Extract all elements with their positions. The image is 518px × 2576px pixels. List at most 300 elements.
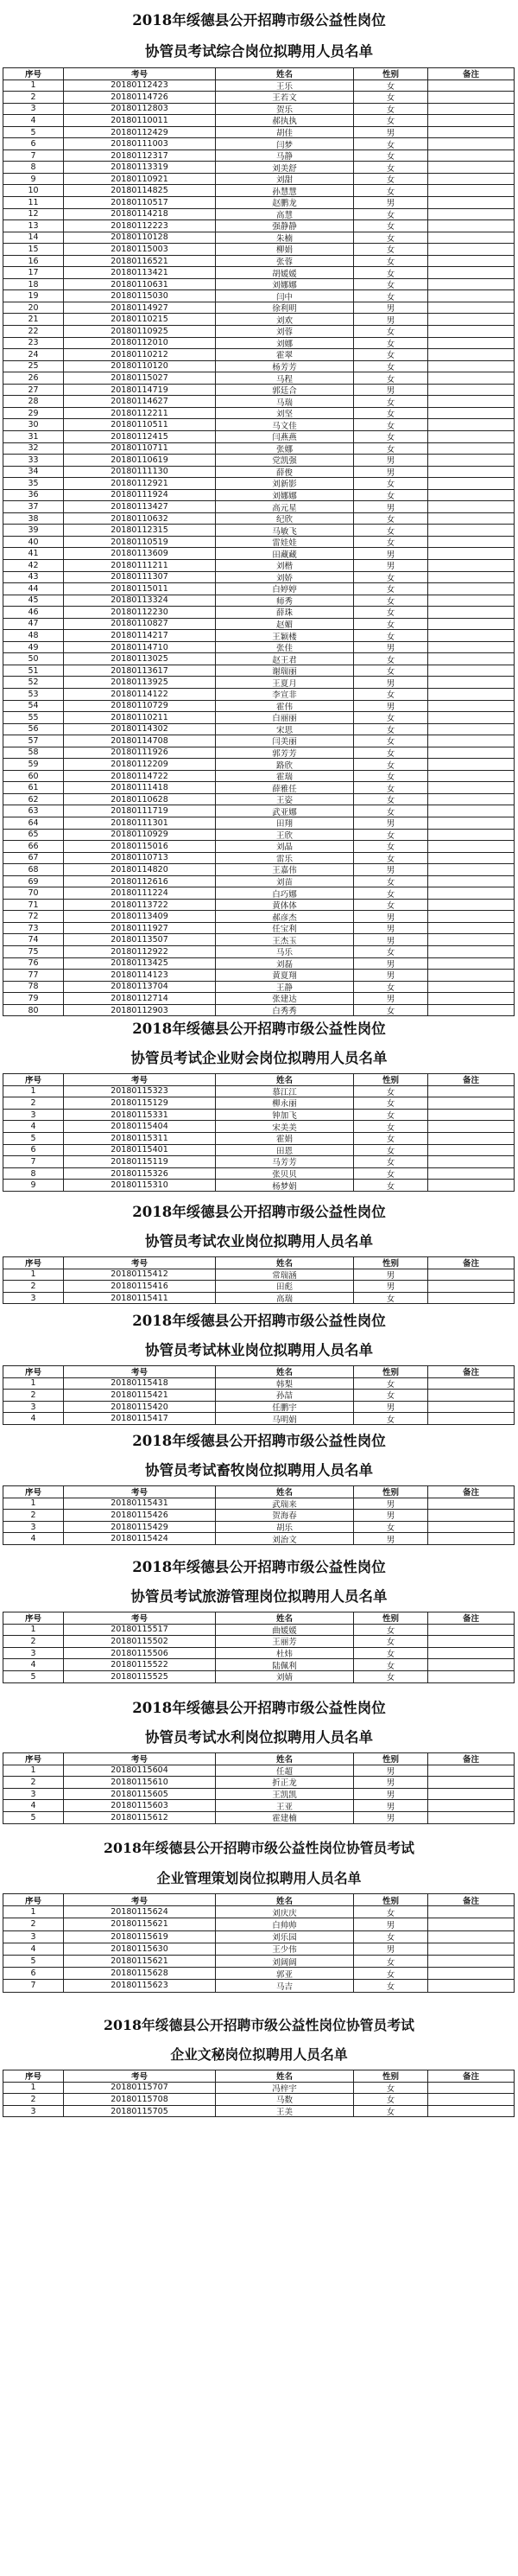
cell-exam-number: 20180115323 xyxy=(64,1086,216,1098)
cell-remark xyxy=(428,923,515,935)
table-row xyxy=(3,876,515,888)
cell-name: 刘治文 xyxy=(216,1533,354,1545)
cell-no: 57 xyxy=(3,735,64,747)
header-exam-number: 考号 xyxy=(64,1486,216,1498)
cell-no: 1 xyxy=(3,1086,64,1098)
section-title-line-1: 2018年绥德县公开招聘市级公益性岗位 xyxy=(132,1313,386,1329)
cell-name: 刘娜娜 xyxy=(216,279,354,291)
cell-no: 23 xyxy=(3,338,64,350)
roster-table xyxy=(3,1612,515,1683)
table-row xyxy=(3,1498,515,1511)
roster-table xyxy=(3,1485,515,1545)
cell-no: 8 xyxy=(3,1168,64,1180)
cell-no: 3 xyxy=(3,1110,64,1122)
section-title-line-2: 协管员考试林业岗位拟聘用人员名单 xyxy=(145,1342,373,1358)
table-row xyxy=(3,185,515,197)
cell-gender: 男 xyxy=(354,314,428,326)
cell-exam-number: 20180115705 xyxy=(64,2106,216,2118)
table-row xyxy=(3,583,515,595)
table-row xyxy=(3,817,515,830)
cell-remark xyxy=(428,127,515,139)
table-row xyxy=(3,630,515,642)
cell-name: 刘甜 xyxy=(216,174,354,186)
cell-gender: 女 xyxy=(354,583,428,595)
cell-gender: 女 xyxy=(354,326,428,338)
cell-no: 78 xyxy=(3,982,64,994)
cell-name: 刘蓉 xyxy=(216,326,354,338)
cell-remark xyxy=(428,256,515,268)
header-gender: 性别 xyxy=(354,2070,428,2083)
cell-gender: 女 xyxy=(354,525,428,537)
cell-no: 44 xyxy=(3,583,64,595)
cell-remark xyxy=(428,2094,515,2106)
cell-no: 7 xyxy=(3,1156,64,1168)
cell-name: 柳娟 xyxy=(216,244,354,256)
cell-gender: 女 xyxy=(354,1413,428,1425)
cell-gender: 男 xyxy=(354,958,428,970)
header-name: 姓名 xyxy=(216,1753,354,1765)
header-remark: 备注 xyxy=(428,68,515,80)
cell-no: 4 xyxy=(3,1121,64,1133)
cell-exam-number: 20180113722 xyxy=(64,900,216,912)
cell-exam-number: 20180110929 xyxy=(64,830,216,842)
cell-name: 马程 xyxy=(216,372,354,385)
cell-gender: 女 xyxy=(354,431,428,443)
table-row xyxy=(3,220,515,232)
cell-exam-number: 20180111927 xyxy=(64,923,216,935)
cell-exam-number: 20180114218 xyxy=(64,209,216,221)
cell-no: 3 xyxy=(3,1402,64,1414)
cell-no: 63 xyxy=(3,805,64,817)
cell-remark xyxy=(428,830,515,842)
cell-name: 王杰玉 xyxy=(216,934,354,946)
cell-gender: 女 xyxy=(354,1906,428,1918)
cell-exam-number: 20180114710 xyxy=(64,642,216,654)
cell-gender: 女 xyxy=(354,80,428,92)
cell-no: 56 xyxy=(3,724,64,736)
cell-remark xyxy=(428,864,515,876)
cell-remark xyxy=(428,946,515,958)
cell-no: 65 xyxy=(3,830,64,842)
cell-gender: 女 xyxy=(354,361,428,373)
cell-gender: 女 xyxy=(354,830,428,842)
cell-remark xyxy=(428,1378,515,1390)
cell-exam-number: 20180111924 xyxy=(64,490,216,502)
cell-exam-number: 20180112429 xyxy=(64,127,216,139)
table-row xyxy=(3,1086,515,1098)
cell-exam-number: 20180115431 xyxy=(64,1498,216,1511)
cell-gender: 男 xyxy=(354,197,428,209)
cell-no: 1 xyxy=(3,1498,64,1511)
cell-gender: 女 xyxy=(354,537,428,549)
cell-name: 刘磊 xyxy=(216,958,354,970)
cell-exam-number: 20180112209 xyxy=(64,759,216,771)
cell-exam-number: 20180113324 xyxy=(64,595,216,607)
cell-gender: 女 xyxy=(354,396,428,408)
cell-name: 王少伟 xyxy=(216,1943,354,1956)
cell-remark xyxy=(428,209,515,221)
table-row xyxy=(3,1269,515,1282)
cell-name: 韩梨 xyxy=(216,1378,354,1390)
cell-remark xyxy=(428,104,515,116)
cell-gender: 女 xyxy=(354,150,428,162)
roster-table xyxy=(3,1752,515,1824)
cell-no: 73 xyxy=(3,923,64,935)
cell-remark xyxy=(428,1533,515,1545)
cell-exam-number: 20180115522 xyxy=(64,1659,216,1671)
cell-exam-number: 20180115623 xyxy=(64,1980,216,1992)
cell-no: 64 xyxy=(3,817,64,830)
table-row xyxy=(3,900,515,912)
cell-remark xyxy=(428,1121,515,1133)
table-row xyxy=(3,560,515,572)
table-row xyxy=(3,677,515,689)
cell-no: 1 xyxy=(3,1378,64,1390)
cell-name: 郝彦杰 xyxy=(216,911,354,923)
cell-name: 田藏藏 xyxy=(216,548,354,560)
cell-exam-number: 20180115003 xyxy=(64,244,216,256)
table-row xyxy=(3,338,515,350)
cell-name: 黄夏翔 xyxy=(216,970,354,982)
cell-remark xyxy=(428,794,515,806)
cell-gender: 女 xyxy=(354,747,428,760)
cell-no: 22 xyxy=(3,326,64,338)
cell-no: 24 xyxy=(3,349,64,361)
cell-exam-number: 20180111211 xyxy=(64,560,216,572)
cell-exam-number: 20180115612 xyxy=(64,1812,216,1824)
table-row xyxy=(3,1168,515,1180)
cell-name: 刘美舒 xyxy=(216,162,354,174)
cell-name: 闫美丽 xyxy=(216,735,354,747)
cell-remark xyxy=(428,548,515,560)
cell-no: 3 xyxy=(3,1931,64,1943)
cell-remark xyxy=(428,911,515,923)
table-row xyxy=(3,138,515,150)
cell-name: 李宣非 xyxy=(216,689,354,701)
table-row xyxy=(3,1145,515,1157)
cell-no: 3 xyxy=(3,1789,64,1801)
cell-gender: 男 xyxy=(354,1777,428,1789)
cell-exam-number: 20180110619 xyxy=(64,455,216,467)
cell-remark xyxy=(428,1980,515,1992)
cell-name: 常瑞涵 xyxy=(216,1269,354,1282)
cell-remark xyxy=(428,876,515,888)
cell-name: 冯梓宇 xyxy=(216,2083,354,2095)
cell-no: 45 xyxy=(3,595,64,607)
cell-no: 2 xyxy=(3,92,64,104)
cell-remark xyxy=(428,1625,515,1637)
table-header-row xyxy=(3,1074,515,1086)
cell-no: 5 xyxy=(3,1956,64,1968)
cell-no: 5 xyxy=(3,1671,64,1683)
table-row xyxy=(3,467,515,479)
cell-remark xyxy=(428,174,515,186)
cell-exam-number: 20180110120 xyxy=(64,361,216,373)
cell-exam-number: 20180110631 xyxy=(64,279,216,291)
cell-no: 29 xyxy=(3,408,64,420)
cell-gender: 女 xyxy=(354,1086,428,1098)
cell-gender: 女 xyxy=(354,1625,428,1637)
cell-no: 27 xyxy=(3,385,64,397)
cell-no: 9 xyxy=(3,1180,64,1192)
cell-gender: 男 xyxy=(354,864,428,876)
cell-gender: 女 xyxy=(354,794,428,806)
cell-remark xyxy=(428,1906,515,1918)
cell-name: 田翔 xyxy=(216,817,354,830)
cell-no: 71 xyxy=(3,900,64,912)
cell-gender: 男 xyxy=(354,923,428,935)
cell-gender: 女 xyxy=(354,185,428,197)
table-row xyxy=(3,771,515,783)
cell-name: 张贝贝 xyxy=(216,1168,354,1180)
cell-gender: 男 xyxy=(354,1812,428,1824)
cell-name: 闫梦 xyxy=(216,138,354,150)
table-row xyxy=(3,1390,515,1402)
table-row xyxy=(3,372,515,385)
cell-remark xyxy=(428,279,515,291)
cell-gender: 女 xyxy=(354,478,428,490)
header-remark: 备注 xyxy=(428,1612,515,1625)
table-row xyxy=(3,2094,515,2106)
table-header-row xyxy=(3,1366,515,1378)
cell-remark xyxy=(428,653,515,665)
cell-name: 霍建楠 xyxy=(216,1812,354,1824)
cell-gender: 女 xyxy=(354,724,428,736)
table-row xyxy=(3,724,515,736)
cell-remark xyxy=(428,1918,515,1930)
table-header-row xyxy=(3,68,515,80)
cell-remark xyxy=(428,431,515,443)
table-row xyxy=(3,162,515,174)
cell-no: 48 xyxy=(3,630,64,642)
header-name: 姓名 xyxy=(216,2070,354,2083)
cell-no: 69 xyxy=(3,876,64,888)
header-no: 序号 xyxy=(3,68,64,80)
table-row xyxy=(3,1636,515,1648)
cell-name: 王夏月 xyxy=(216,677,354,689)
cell-name: 白巧娜 xyxy=(216,887,354,900)
cell-exam-number: 20180114719 xyxy=(64,385,216,397)
cell-gender: 男 xyxy=(354,1533,428,1545)
cell-name: 马芳芳 xyxy=(216,1156,354,1168)
cell-name: 郭芳芳 xyxy=(216,747,354,760)
cell-name: 折正龙 xyxy=(216,1777,354,1789)
table-row xyxy=(3,759,515,771)
cell-no: 4 xyxy=(3,1533,64,1545)
cell-exam-number: 20180114217 xyxy=(64,630,216,642)
cell-remark xyxy=(428,80,515,92)
table-row xyxy=(3,1789,515,1801)
cell-gender: 男 xyxy=(354,934,428,946)
cell-name: 杨梦娟 xyxy=(216,1180,354,1192)
table-row xyxy=(3,1625,515,1637)
cell-exam-number: 20180113421 xyxy=(64,267,216,279)
cell-gender: 男 xyxy=(354,455,428,467)
cell-gender: 女 xyxy=(354,1180,428,1192)
cell-exam-number: 20180110011 xyxy=(64,115,216,127)
cell-remark xyxy=(428,1800,515,1812)
cell-exam-number: 20180115027 xyxy=(64,372,216,385)
header-remark: 备注 xyxy=(428,1753,515,1765)
cell-no: 51 xyxy=(3,665,64,677)
cell-gender: 女 xyxy=(354,256,428,268)
cell-name: 赵媚 xyxy=(216,619,354,631)
table-row xyxy=(3,408,515,420)
cell-no: 2 xyxy=(3,1097,64,1110)
header-name: 姓名 xyxy=(216,1074,354,1086)
table-row xyxy=(3,1522,515,1534)
table-row xyxy=(3,1133,515,1145)
cell-name: 马数 xyxy=(216,2094,354,2106)
cell-remark xyxy=(428,349,515,361)
cell-gender: 女 xyxy=(354,338,428,350)
table-row xyxy=(3,841,515,853)
cell-remark xyxy=(428,302,515,315)
cell-gender: 女 xyxy=(354,1671,428,1683)
section-title-line-2: 协管员考试畜牧岗位拟聘用人员名单 xyxy=(145,1462,373,1479)
cell-no: 31 xyxy=(3,431,64,443)
cell-name: 马瑞 xyxy=(216,396,354,408)
header-no: 序号 xyxy=(3,1612,64,1625)
cell-gender: 女 xyxy=(354,1133,428,1145)
cell-name: 马明娟 xyxy=(216,1413,354,1425)
cell-remark xyxy=(428,759,515,771)
header-exam-number: 考号 xyxy=(64,1366,216,1378)
cell-exam-number: 20180110517 xyxy=(64,197,216,209)
cell-name: 王颖楼 xyxy=(216,630,354,642)
cell-exam-number: 20180112211 xyxy=(64,408,216,420)
cell-no: 79 xyxy=(3,993,64,1005)
cell-name: 杨芳芳 xyxy=(216,361,354,373)
cell-name: 刘娜娜 xyxy=(216,490,354,502)
cell-gender: 男 xyxy=(354,560,428,572)
cell-exam-number: 20180115416 xyxy=(64,1281,216,1293)
cell-no: 35 xyxy=(3,478,64,490)
table-row xyxy=(3,267,515,279)
cell-exam-number: 20180115628 xyxy=(64,1968,216,1980)
cell-name: 薛珠 xyxy=(216,607,354,619)
cell-name: 赵王君 xyxy=(216,653,354,665)
cell-gender: 女 xyxy=(354,1121,428,1133)
cell-remark xyxy=(428,2083,515,2095)
cell-exam-number: 20180111130 xyxy=(64,467,216,479)
cell-name: 路欣 xyxy=(216,759,354,771)
table-row xyxy=(3,689,515,701)
header-name: 姓名 xyxy=(216,1612,354,1625)
cell-remark xyxy=(428,396,515,408)
cell-exam-number: 20180113409 xyxy=(64,911,216,923)
table-row xyxy=(3,197,515,209)
cell-exam-number: 20180112922 xyxy=(64,946,216,958)
cell-remark xyxy=(428,1413,515,1425)
cell-no: 54 xyxy=(3,701,64,713)
cell-name: 霍翠 xyxy=(216,349,354,361)
cell-remark xyxy=(428,805,515,817)
cell-gender: 男 xyxy=(354,1510,428,1522)
table-row xyxy=(3,1906,515,1918)
cell-no: 5 xyxy=(3,1133,64,1145)
cell-remark xyxy=(428,525,515,537)
cell-gender: 女 xyxy=(354,372,428,385)
cell-remark xyxy=(428,958,515,970)
cell-gender: 女 xyxy=(354,2083,428,2095)
cell-name: 王亚 xyxy=(216,1800,354,1812)
cell-no: 3 xyxy=(3,1293,64,1305)
cell-gender: 女 xyxy=(354,595,428,607)
cell-no: 2 xyxy=(3,1281,64,1293)
roster-table xyxy=(3,1073,515,1192)
cell-remark xyxy=(428,701,515,713)
cell-no: 66 xyxy=(3,841,64,853)
cell-no: 62 xyxy=(3,794,64,806)
cell-remark xyxy=(428,595,515,607)
cell-exam-number: 20180111926 xyxy=(64,747,216,760)
cell-exam-number: 20180113617 xyxy=(64,665,216,677)
cell-remark xyxy=(428,1269,515,1282)
cell-remark xyxy=(428,560,515,572)
header-remark: 备注 xyxy=(428,1257,515,1269)
cell-remark xyxy=(428,537,515,549)
cell-name: 强静静 xyxy=(216,220,354,232)
cell-remark xyxy=(428,1943,515,1956)
cell-no: 80 xyxy=(3,1005,64,1017)
header-exam-number: 考号 xyxy=(64,1753,216,1765)
header-name: 姓名 xyxy=(216,1257,354,1269)
cell-name: 马静 xyxy=(216,150,354,162)
cell-no: 2 xyxy=(3,2094,64,2106)
cell-no: 6 xyxy=(3,1968,64,1980)
cell-name: 白帅帅 xyxy=(216,1918,354,1930)
table-header-row xyxy=(3,2070,515,2083)
table-row xyxy=(3,174,515,186)
cell-name: 高元星 xyxy=(216,501,354,513)
table-row xyxy=(3,1110,515,1122)
section-title-line-2: 协管员考试综合岗位拟聘用人员名单 xyxy=(145,43,373,60)
cell-name: 胡佳 xyxy=(216,127,354,139)
table-row xyxy=(3,1980,515,1992)
cell-gender: 女 xyxy=(354,1378,428,1390)
cell-exam-number: 20180115610 xyxy=(64,1777,216,1789)
cell-exam-number: 20180111003 xyxy=(64,138,216,150)
header-no: 序号 xyxy=(3,1366,64,1378)
cell-remark xyxy=(428,1636,515,1648)
cell-remark xyxy=(428,572,515,584)
cell-exam-number: 20180113425 xyxy=(64,958,216,970)
cell-gender: 男 xyxy=(354,911,428,923)
cell-name: 贺乐 xyxy=(216,104,354,116)
table-row xyxy=(3,1533,515,1545)
table-row xyxy=(3,419,515,431)
cell-name: 武瑞来 xyxy=(216,1498,354,1511)
cell-exam-number: 20180114627 xyxy=(64,396,216,408)
cell-no: 30 xyxy=(3,419,64,431)
cell-name: 马乐 xyxy=(216,946,354,958)
cell-name: 田恩 xyxy=(216,1145,354,1157)
cell-exam-number: 20180111301 xyxy=(64,817,216,830)
cell-name: 闫中 xyxy=(216,290,354,302)
table-row xyxy=(3,1777,515,1789)
cell-name: 王嘉伟 xyxy=(216,864,354,876)
cell-remark xyxy=(428,1133,515,1145)
table-header-row xyxy=(3,1257,515,1269)
cell-gender: 男 xyxy=(354,1402,428,1414)
cell-name: 薛雅任 xyxy=(216,782,354,794)
table-row xyxy=(3,548,515,560)
cell-no: 72 xyxy=(3,911,64,923)
cell-gender: 女 xyxy=(354,712,428,724)
cell-no: 1 xyxy=(3,1906,64,1918)
cell-remark xyxy=(428,1086,515,1098)
